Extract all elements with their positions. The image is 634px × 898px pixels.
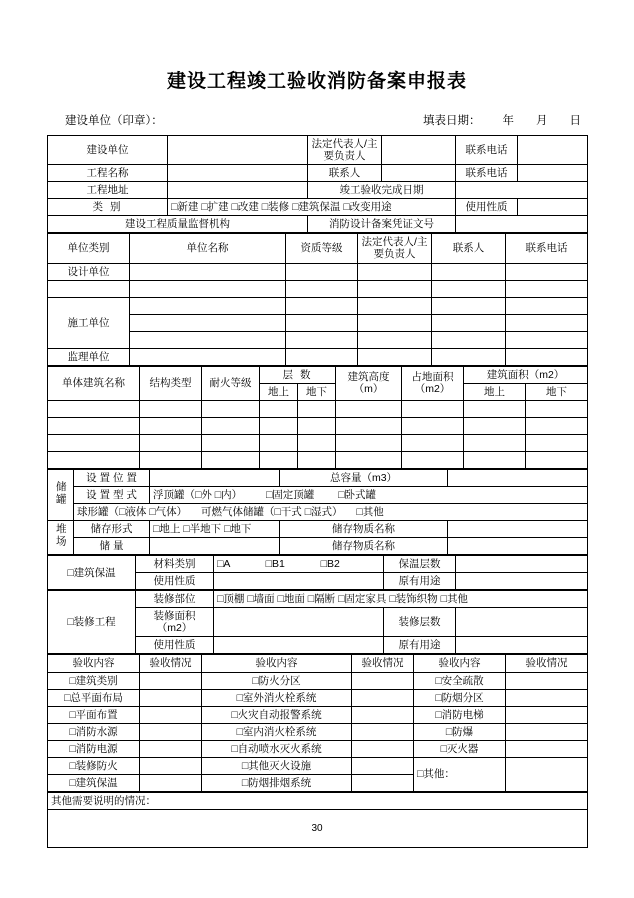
checkbox-material-b1[interactable]: □B1 [265, 558, 285, 571]
table-row [48, 503, 588, 520]
table-row [48, 740, 588, 757]
value-decoration-layers[interactable] [456, 608, 588, 637]
cell-height-1[interactable] [336, 400, 402, 417]
cell-area-above-1[interactable] [464, 400, 526, 417]
cell-fire-rating-3[interactable] [202, 434, 260, 451]
table-row [48, 486, 588, 503]
cell-height-4[interactable] [336, 451, 402, 468]
checkbox-decorate[interactable]: □装修 [261, 201, 290, 214]
value-construction-unit-phone-1[interactable] [506, 297, 588, 314]
table-row [48, 469, 588, 486]
label-usage-nature: 使用性质 [456, 199, 518, 216]
value-contact-person[interactable] [382, 165, 456, 182]
value-yard-volume[interactable] [150, 538, 280, 555]
table-row [48, 672, 588, 689]
value-design-unit-qualification[interactable] [286, 263, 358, 280]
label-decoration-section[interactable]: □装修工程 [48, 591, 136, 654]
checkbox-decoration-other[interactable]: □其他 [440, 593, 468, 606]
checkbox-fixed-roof-tank[interactable]: □固定顶罐 [265, 488, 315, 501]
header-floors-above: 地上 [260, 383, 298, 400]
checkbox-site-layout[interactable]: □总平面布局 [48, 689, 140, 706]
cell-land-area-4[interactable] [402, 451, 464, 468]
cell-building-name-2[interactable] [48, 417, 140, 434]
header-floors: 层 数 [260, 366, 336, 383]
buildings-table [47, 366, 588, 469]
cell-area-above-4[interactable] [464, 451, 526, 468]
value-design-unit-extra-name[interactable] [130, 280, 286, 297]
header-land-area: 占地面积（m2） [402, 366, 464, 400]
value-completion-date[interactable] [456, 182, 588, 199]
label-insulation-section[interactable]: □建筑保温 [48, 556, 136, 590]
table-row [48, 757, 588, 774]
value-construction-unit-phone-3[interactable] [506, 331, 588, 348]
cell-structure-2[interactable] [140, 417, 202, 434]
label-completion-date: 竣工验收完成日期 [308, 182, 456, 199]
value-supervision-unit-qual[interactable] [286, 348, 358, 365]
label-design-unit: 设计单位 [48, 263, 130, 280]
cell-floors-above-4[interactable] [260, 451, 298, 468]
checkbox-decoration-fireproof[interactable]: □装修防火 [48, 757, 140, 774]
table-row [48, 434, 588, 451]
label-category: 类 别 [48, 199, 168, 216]
value-fire-water-source[interactable] [140, 723, 202, 740]
table-row [48, 136, 588, 165]
cell-floors-above-3[interactable] [260, 434, 298, 451]
checkbox-fire-power[interactable]: □消防电源 [48, 740, 140, 757]
header-inspect-result-3: 验收情况 [506, 655, 588, 672]
value-supervision-unit-contact[interactable] [432, 348, 506, 365]
checkbox-rebuild[interactable]: □改建 [231, 201, 259, 214]
table-row [48, 165, 588, 182]
cell-area-below-4[interactable] [526, 451, 588, 468]
value-construction-unit-legal-3[interactable] [358, 331, 432, 348]
decoration-table [47, 590, 588, 654]
cell-floors-below-4[interactable] [298, 451, 336, 468]
checkbox-fire-alarm[interactable]: □火灾自动报警系统 [202, 706, 352, 723]
cell-land-area-2[interactable] [402, 417, 464, 434]
header-area-above: 地上 [464, 383, 526, 400]
value-phone-2[interactable] [518, 165, 588, 182]
label-storage-form: 储存形式 [74, 520, 150, 537]
value-construction-unit-contact-3[interactable] [432, 331, 506, 348]
header-contact-person: 联系人 [432, 234, 506, 263]
label-supervision-org: 建设工程质量监督机构 [48, 216, 308, 233]
checkbox-gas-tank[interactable]: 可燃气体储罐（□干式 □湿式） [200, 505, 343, 518]
value-insulation-layers[interactable] [456, 556, 588, 573]
checkbox-safe-evacuation[interactable]: □安全疏散 [414, 672, 506, 689]
checkbox-material-a[interactable]: □A [217, 558, 230, 571]
inspection-table [47, 654, 588, 792]
category-checkbox-group[interactable] [168, 199, 456, 216]
table-row [48, 417, 588, 434]
value-building-insulation[interactable] [140, 774, 202, 791]
header-inspect-content-1: 验收内容 [48, 655, 140, 672]
label-phone-2: 联系电话 [456, 165, 518, 182]
table-row [48, 591, 588, 608]
value-design-unit-extra-phone[interactable] [506, 280, 588, 297]
table-row [48, 297, 588, 314]
label-decoration-layers: 装修层数 [384, 608, 456, 637]
cell-structure-1[interactable] [140, 400, 202, 417]
cell-structure-3[interactable] [140, 434, 202, 451]
checkbox-underground[interactable]: □地下 [224, 522, 252, 535]
header-building-height: 建筑高度（m） [336, 366, 402, 400]
cell-area-below-3[interactable] [526, 434, 588, 451]
tank-type-options-line1[interactable] [150, 486, 588, 503]
cell-land-area-1[interactable] [402, 400, 464, 417]
tanks-table [47, 469, 588, 555]
value-other-extinguishing[interactable] [352, 757, 414, 774]
table-row [48, 199, 588, 216]
label-decoration-original-use: 原有用途 [384, 637, 456, 654]
basic-info-table [47, 135, 588, 233]
value-explosion-proof[interactable] [506, 723, 588, 740]
header-inspect-result-2: 验收情况 [352, 655, 414, 672]
checkbox-plane-layout[interactable]: □平面布置 [48, 706, 140, 723]
checkbox-sprinkler[interactable]: □自动喷水灭火系统 [202, 740, 352, 757]
checkbox-spherical-tank[interactable]: 球形罐（□液体 □气体） [77, 505, 188, 518]
cell-building-name-1[interactable] [48, 400, 140, 417]
checkbox-fire-elevator[interactable]: □消防电梯 [414, 706, 506, 723]
value-indoor-hydrant[interactable] [352, 723, 414, 740]
value-insulation-original-use[interactable] [456, 573, 588, 590]
label-tank-group: 储罐 [48, 469, 74, 520]
value-legal-rep[interactable] [382, 136, 456, 165]
label-legal-rep: 法定代表人/主要负责人 [308, 136, 382, 165]
checkbox-tank-other[interactable]: □其他 [356, 505, 384, 518]
value-design-unit-extra-qualification[interactable] [286, 280, 358, 297]
checkbox-new[interactable]: □新建 [171, 201, 199, 214]
cell-building-name-4[interactable] [48, 451, 140, 468]
value-insulation-usage[interactable] [214, 573, 384, 590]
header-qualification: 资质等级 [286, 234, 358, 263]
value-supervision-unit-name[interactable] [130, 348, 286, 365]
storage-form-options[interactable] [150, 520, 280, 537]
checkbox-extinguisher[interactable]: □灭火器 [414, 740, 506, 757]
table-row [48, 538, 588, 555]
cell-area-below-1[interactable] [526, 400, 588, 417]
header-contact-phone: 联系电话 [506, 234, 588, 263]
checkbox-outdoor-hydrant[interactable]: □室外消火栓系统 [202, 689, 352, 706]
checkbox-partition[interactable]: □隔断 [307, 593, 336, 606]
value-fire-compartment[interactable] [352, 672, 414, 689]
label-phone-1: 联系电话 [456, 136, 518, 165]
decoration-position-options[interactable] [214, 591, 588, 608]
cell-fire-rating-2[interactable] [202, 417, 260, 434]
other-notes-table [47, 792, 588, 848]
checkbox-smoke-exhaust[interactable]: □防烟排烟系统 [202, 774, 352, 791]
checkbox-floating-roof-tank[interactable]: 浮顶罐（□外 □内） [153, 488, 243, 501]
checkbox-indoor-hydrant[interactable]: □室内消火栓系统 [202, 723, 352, 740]
value-yard-material[interactable] [448, 538, 588, 555]
label-insulation-usage: 使用性质 [136, 573, 214, 590]
table-row [48, 234, 588, 263]
fill-date-label: 填表日期： [423, 115, 481, 127]
header-building-name: 单体建筑名称 [48, 366, 140, 400]
checkbox-other-extinguishing[interactable]: □其他灭火设施 [202, 757, 352, 774]
label-insulation-layers: 保温层数 [384, 556, 456, 573]
checkbox-insulation[interactable]: □建筑保温 [292, 201, 341, 214]
units-table [47, 233, 588, 365]
value-construction-unit-contact-2[interactable] [432, 314, 506, 331]
value-construction-unit-legal-2[interactable] [358, 314, 432, 331]
header-fire-rating: 耐火等级 [202, 366, 260, 400]
value-supervision-unit-phone[interactable] [506, 348, 588, 365]
table-row [48, 280, 588, 297]
value-safe-evacuation[interactable] [506, 672, 588, 689]
cell-fire-rating-1[interactable] [202, 400, 260, 417]
value-design-unit-name[interactable] [130, 263, 286, 280]
header-floor-area: 建筑面积（m2） [464, 366, 588, 383]
table-row [48, 348, 588, 365]
label-yard-group: 堆场 [48, 520, 74, 554]
value-construction-unit-qual-3[interactable] [286, 331, 358, 348]
value-building-category[interactable] [140, 672, 202, 689]
table-row [48, 706, 588, 723]
value-construction-unit-legal-1[interactable] [358, 297, 432, 314]
label-decoration-position: 装修部位 [136, 591, 214, 608]
value-design-unit-extra-contact[interactable] [432, 280, 506, 297]
checkbox-inspect-other[interactable]: □其他： [414, 757, 506, 791]
header-structure-type: 结构类型 [140, 366, 202, 400]
tank-type-options-line2[interactable] [74, 503, 588, 520]
insulation-table [47, 555, 588, 590]
label-tank-type: 设 置 型 式 [74, 486, 150, 503]
fill-date-group [423, 112, 581, 128]
checkbox-decorative-fabric[interactable]: □装饰织物 [389, 593, 438, 606]
label-material-category: 材料类别 [136, 556, 214, 573]
page-number: 30 [311, 823, 323, 834]
table-row [48, 216, 588, 233]
table-row [48, 556, 588, 573]
label-yard-material: 储存物质名称 [280, 538, 448, 555]
value-construction-unit-qual-2[interactable] [286, 314, 358, 331]
label-decoration-usage: 使用性质 [136, 637, 214, 654]
material-category-options[interactable] [214, 556, 384, 573]
checkbox-fire-compartment[interactable]: □防火分区 [202, 672, 352, 689]
table-row [48, 520, 588, 537]
table-row [48, 451, 588, 468]
checkbox-expand[interactable]: □扩建 [201, 201, 229, 214]
label-insulation-original-use: 原有用途 [384, 573, 456, 590]
value-tank-position[interactable] [150, 469, 280, 486]
cell-floors-below-2[interactable] [298, 417, 336, 434]
header-floors-below: 地下 [298, 383, 336, 400]
value-site-layout[interactable] [140, 689, 202, 706]
checkbox-smoke-compartment[interactable]: □防烟分区 [414, 689, 506, 706]
table-row [48, 723, 588, 740]
meta-row [47, 112, 587, 128]
cell-land-area-3[interactable] [402, 434, 464, 451]
checkbox-change-use[interactable]: □改变用途 [343, 201, 392, 214]
value-decoration-original-use[interactable] [456, 637, 588, 654]
value-phone-1[interactable] [518, 136, 588, 165]
value-design-unit-contact[interactable] [432, 263, 506, 280]
cell-floors-below-3[interactable] [298, 434, 336, 451]
label-total-volume: 总容量（m3） [280, 469, 448, 486]
value-decoration-fireproof[interactable] [140, 757, 202, 774]
cell-structure-4[interactable] [140, 451, 202, 468]
value-smoke-compartment[interactable] [506, 689, 588, 706]
cell-fire-rating-4[interactable] [202, 451, 260, 468]
value-project-name[interactable] [168, 165, 308, 182]
header-area-below: 地下 [526, 383, 588, 400]
value-fire-alarm[interactable] [352, 706, 414, 723]
checkbox-horizontal-tank[interactable]: □卧式罐 [338, 488, 376, 501]
construction-unit-seal-label: 建设单位（印章）： [65, 115, 163, 127]
label-tank-position: 设 置 位 置 [74, 469, 150, 486]
header-inspect-content-3: 验收内容 [414, 655, 506, 672]
checkbox-building-insulation[interactable]: □建筑保温 [48, 774, 140, 791]
table-row [48, 182, 588, 199]
checkbox-building-category[interactable]: □建筑类别 [48, 672, 140, 689]
checkbox-wall[interactable]: □墙面 [247, 593, 275, 606]
label-decoration-area: 装修面积（m2） [136, 608, 214, 637]
checkbox-floor[interactable]: □地面 [277, 593, 305, 606]
year-label: 年 [502, 115, 514, 127]
value-project-address[interactable] [168, 182, 308, 199]
month-label: 月 [536, 115, 548, 127]
value-construction-unit-contact-1[interactable] [432, 297, 506, 314]
table-row [48, 263, 588, 280]
value-fire-elevator[interactable] [506, 706, 588, 723]
value-decoration-usage[interactable] [214, 637, 384, 654]
form-sheet [47, 0, 587, 848]
value-design-unit-phone[interactable] [506, 263, 588, 280]
cell-building-name-3[interactable] [48, 434, 140, 451]
checkbox-explosion-proof[interactable]: □防爆 [414, 723, 506, 740]
value-construction-unit[interactable] [168, 136, 308, 165]
value-total-volume[interactable] [448, 469, 588, 486]
value-design-unit-extra-legal-rep[interactable] [358, 280, 432, 297]
value-extinguisher[interactable] [506, 740, 588, 757]
label-contact-person: 联系人 [308, 165, 382, 182]
table-row [48, 400, 588, 417]
checkbox-semi-underground[interactable]: □半地下 [183, 522, 222, 535]
label-supervision-unit: 监理单位 [48, 348, 130, 365]
header-legal-rep: 法定代表人/主要负责人 [358, 234, 432, 263]
value-construction-unit-name-1[interactable] [130, 297, 286, 314]
value-stored-material[interactable] [448, 520, 588, 537]
value-inspect-other[interactable] [506, 757, 588, 791]
value-decoration-area[interactable] [214, 608, 384, 637]
value-design-unit-legal-rep[interactable] [358, 263, 432, 280]
value-construction-unit-name-3[interactable] [130, 331, 286, 348]
label-construction-unit-2: 施工单位 [48, 297, 130, 348]
value-construction-unit-qual-1[interactable] [286, 297, 358, 314]
header-inspect-content-2: 验收内容 [202, 655, 352, 672]
label-construction-unit: 建设单位 [48, 136, 168, 165]
cell-area-above-3[interactable] [464, 434, 526, 451]
header-inspect-result-1: 验收情况 [140, 655, 202, 672]
label-filing-doc-no: 消防设计备案凭证文号 [308, 216, 456, 233]
cell-height-3[interactable] [336, 434, 402, 451]
label-other-notes: 其他需要说明的情况： [48, 792, 588, 809]
label-project-name: 工程名称 [48, 165, 168, 182]
header-unit-name: 单位名称 [130, 234, 286, 263]
table-row [48, 792, 588, 809]
day-label: 日 [569, 115, 581, 127]
cell-height-2[interactable] [336, 417, 402, 434]
value-outdoor-hydrant[interactable] [352, 689, 414, 706]
checkbox-ceiling[interactable]: □顶棚 [217, 593, 245, 606]
checkbox-fixed-furniture[interactable]: □固定家具 [338, 593, 387, 606]
label-yard-volume: 储 量 [74, 538, 150, 555]
checkbox-above-ground[interactable]: □地上 [153, 522, 181, 535]
table-row [48, 655, 588, 672]
cell-area-above-2[interactable] [464, 417, 526, 434]
table-row [48, 689, 588, 706]
checkbox-fire-water-source[interactable]: □消防水源 [48, 723, 140, 740]
value-filing-doc-no[interactable] [456, 216, 588, 233]
cell-area-below-2[interactable] [526, 417, 588, 434]
page-title: 建设工程竣工验收消防备案申报表 [166, 71, 467, 92]
cell-floors-above-1[interactable] [260, 400, 298, 417]
value-usage-nature[interactable] [518, 199, 588, 216]
value-construction-unit-name-2[interactable] [130, 314, 286, 331]
checkbox-material-b2[interactable]: □B2 [320, 558, 340, 571]
header-unit-category: 单位类别 [48, 234, 130, 263]
value-supervision-unit-legal[interactable] [358, 348, 432, 365]
label-project-address: 工程地址 [48, 182, 168, 199]
table-row [48, 366, 588, 383]
value-design-unit-extra-label[interactable] [48, 280, 130, 297]
value-smoke-exhaust[interactable] [352, 774, 414, 791]
cell-floors-above-2[interactable] [260, 417, 298, 434]
value-plane-layout[interactable] [140, 706, 202, 723]
label-stored-material: 储存物质名称 [280, 520, 448, 537]
value-fire-power[interactable] [140, 740, 202, 757]
cell-floors-below-1[interactable] [298, 400, 336, 417]
value-sprinkler[interactable] [352, 740, 414, 757]
value-construction-unit-phone-2[interactable] [506, 314, 588, 331]
